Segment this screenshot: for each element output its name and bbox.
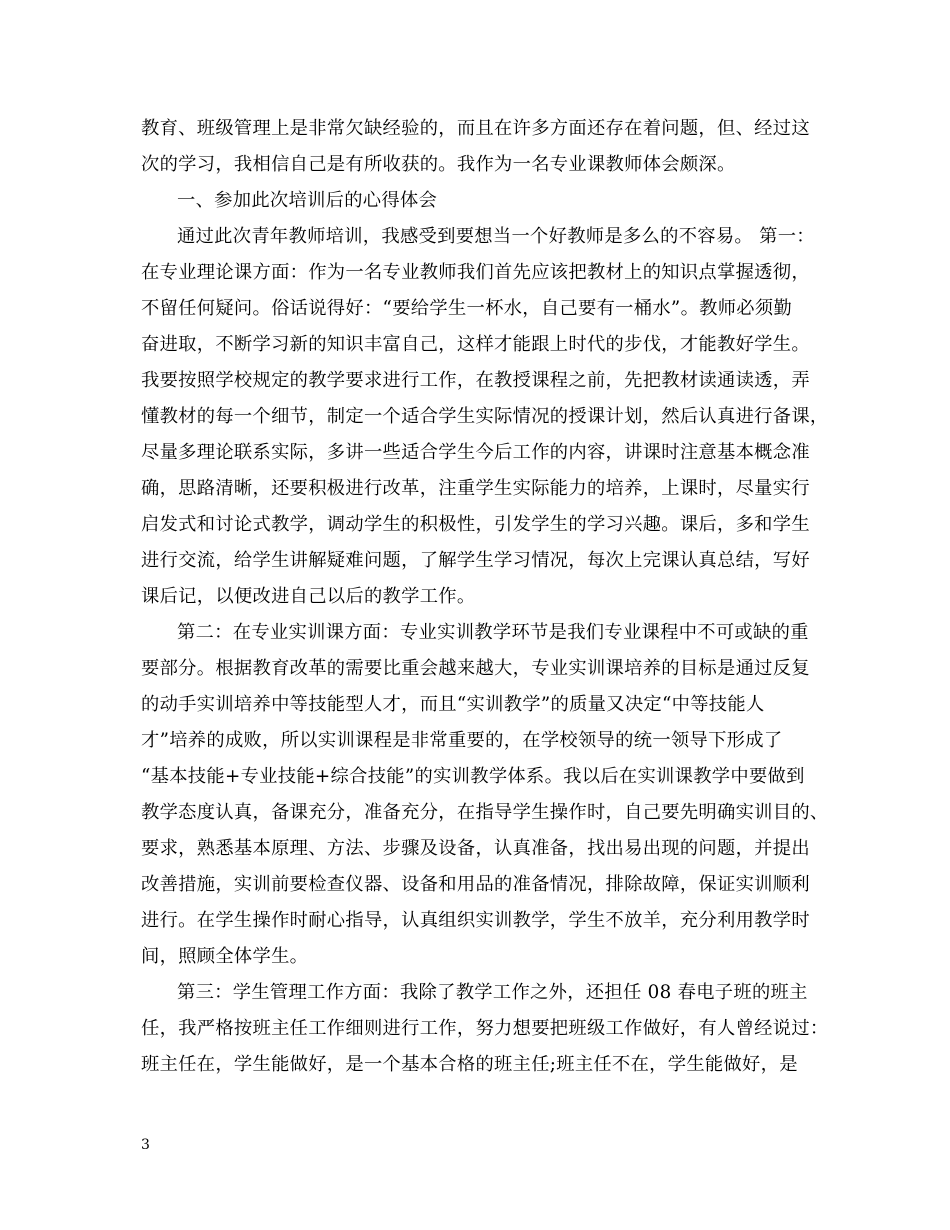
text-line: 教学态度认真，备课充分，准备充分，在指导学生操作时，自己要先明确实训目的、 [141,802,829,823]
text-line: 在专业理论课方面：作为一名专业教师我们首先应该把教材上的知识点掌握透彻， [141,262,810,283]
text-line: 第二：在专业实训课方面：专业实训教学环节是我们专业课程中不可或缺的重 [177,622,809,643]
text-line: “基本技能+专业技能+综合技能”的实训教学体系。我以后在实训课教学中要做到 [141,766,805,787]
text-line: 进行。在学生操作时耐心指导，认真组织实训教学，学生不放羊，充分利用教学时 [141,910,810,931]
text-line: 间，照顾全体学生。 [141,946,309,967]
text-line: 不留任何疑问。俗话说得好：“要给学生一杯水，自己要有一桶水”。教师必须勤 [141,298,793,319]
text-line: 课后记，以便改进自己以后的教学工作。 [141,586,476,607]
text-line: 懂教材的每一个细节，制定一个适合学生实际情况的授课计划，然后认真进行备课， [141,406,829,427]
text-line: 尽量多理论联系实际，多讲一些适合学生今后工作的内容，讲课时注意基本概念准 [141,442,810,463]
text-line: 我要按照学校规定的教学要求进行工作，在教授课程之前，先把教材读通读透，弄 [141,370,810,391]
text-line: 启发式和讨论式教学，调动学生的积极性，引发学生的学习兴趣。课后，多和学生 [141,514,810,535]
text-line: 进行交流，给学生讲解疑难问题，了解学生学习情况，每次上完课认真总结，写好 [141,550,810,571]
text-line: 通过此次青年教师培训，我感受到要想当一个好教师是多么的不容易。 第一： [177,226,815,247]
page-number: 3 [141,1137,150,1153]
text-line: 第三：学生管理工作方面：我除了教学工作之外，还担任 08 春电子班的班主 [177,982,808,1003]
text-line: 才”培养的成败，所以实训课程是非常重要的，在学校领导的统一领导下形成了 [141,730,783,751]
text-line: 奋进取，不断学习新的知识丰富自己，这样才能跟上时代的步伐，才能教好学生。 [141,334,810,355]
text-line: 任，我严格按班主任工作细则进行工作，努力想要把班级工作做好，有人曾经说过： [141,1018,829,1039]
text-line: 教育、班级管理上是非常欠缺经验的，而且在许多方面还存在着问题，但、经过这 [141,118,810,139]
text-line: 确，思路清晰，还要积极进行改革，注重学生实际能力的培养，上课时，尽量实行 [141,478,810,499]
text-line: 次的学习，我相信自己是有所收获的。我作为一名专业课教师体会颇深。 [141,154,736,175]
text-line: 班主任在，学生能做好，是一个基本合格的班主任;班主任不在，学生能做好，是 [141,1054,798,1075]
section-heading: 一、参加此次培训后的心得体会 [177,190,438,211]
text-line: 改善措施，实训前要检查仪器、设备和用品的准备情况，排除故障，保证实训顺利 [141,874,810,895]
text-line: 的动手实训培养中等技能型人才，而且“实训教学”的质量又决定“中等技能人 [141,694,765,715]
text-line: 要部分。根据教育改革的需要比重会越来越大，专业实训课培养的目标是通过反复 [141,658,810,679]
text-line: 要求，熟悉基本原理、方法、步骤及设备，认真准备，找出易出现的问题，并提出 [141,838,810,859]
